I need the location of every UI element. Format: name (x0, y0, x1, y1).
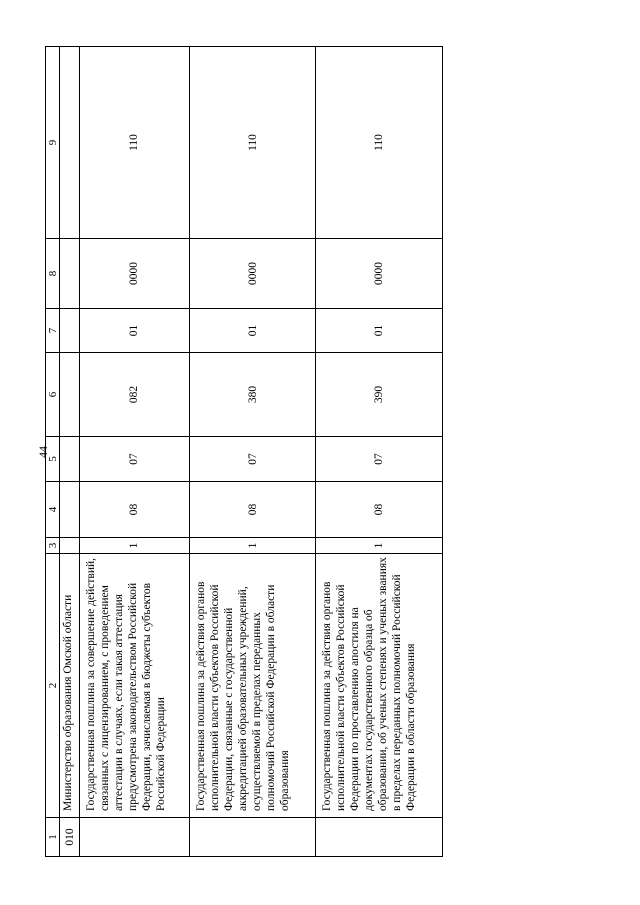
code-cell: 082 (80, 353, 190, 437)
code-cell: 08 (316, 482, 443, 538)
code-cell: 01 (316, 309, 443, 353)
code-cell: 08 (80, 482, 190, 538)
code-cell: 1 (189, 538, 316, 554)
header-cell: 1 (46, 818, 60, 857)
budget-table-container (45, 47, 443, 857)
revenue-name: Государственная пошлина за действия органов исполнительной власти субъектов Российской Федерации, связанные с государственной аккредитацией образовательных учреждений, осуществляемой в пределах переданных полномочий Российской Федерации в области образования (189, 554, 316, 818)
code-cell: 0000 (80, 239, 190, 309)
empty-cell (60, 309, 80, 353)
code-cell: 380 (189, 353, 316, 437)
header-cell: 6 (46, 353, 60, 437)
header-cell: 2 (46, 554, 60, 818)
page-number: 44 (36, 446, 50, 458)
code-cell: 01 (80, 309, 190, 353)
code-cell: 0000 (316, 239, 443, 309)
header-cell: 3 (46, 538, 60, 554)
empty-cell (60, 47, 80, 239)
revenue-name: Государственная пошлина за действия органов исполнительной власти субъектов Российской Федерации по проставлению апостиля на документах государственного образца об образовании, об ученых степенях и ученых званиях в пределах переданных полномочий Российской Федерации в области образования (316, 554, 443, 818)
code-cell: 07 (316, 437, 443, 482)
budget-table (45, 46, 443, 857)
table-row (80, 47, 190, 857)
empty-cell (60, 538, 80, 554)
code-cell: 110 (80, 47, 190, 239)
code-cell: 1 (80, 538, 190, 554)
rotated-page (45, 47, 443, 857)
header-cell: 9 (46, 47, 60, 239)
empty-cell (189, 818, 316, 857)
header-row (46, 47, 60, 857)
header-cell: 7 (46, 309, 60, 353)
table-row (316, 47, 443, 857)
ministry-row (60, 47, 80, 857)
header-cell: 4 (46, 482, 60, 538)
revenue-name: Государственная пошлина за совершение действий, связанных с лицензированием, с проведением аттестации в случаях, если такая аттестация предусмотрена законодательством Российской Федерации, зачисляемая в бюджеты субъектов Российской Федерации (80, 554, 190, 818)
empty-cell (80, 818, 190, 857)
empty-cell (60, 239, 80, 309)
empty-cell (60, 353, 80, 437)
ministry-code: 010 (60, 818, 80, 857)
code-cell: 01 (189, 309, 316, 353)
code-cell: 0000 (189, 239, 316, 309)
empty-cell (60, 437, 80, 482)
header-cell: 5 (46, 437, 60, 482)
code-cell: 1 (316, 538, 443, 554)
empty-cell (60, 482, 80, 538)
code-cell: 110 (189, 47, 316, 239)
header-cell: 8 (46, 239, 60, 309)
code-cell: 07 (189, 437, 316, 482)
table-row (189, 47, 316, 857)
ministry-name: Министерство образования Омской области (60, 554, 80, 818)
code-cell: 08 (189, 482, 316, 538)
empty-cell (316, 818, 443, 857)
code-cell: 07 (80, 437, 190, 482)
code-cell: 110 (316, 47, 443, 239)
code-cell: 390 (316, 353, 443, 437)
